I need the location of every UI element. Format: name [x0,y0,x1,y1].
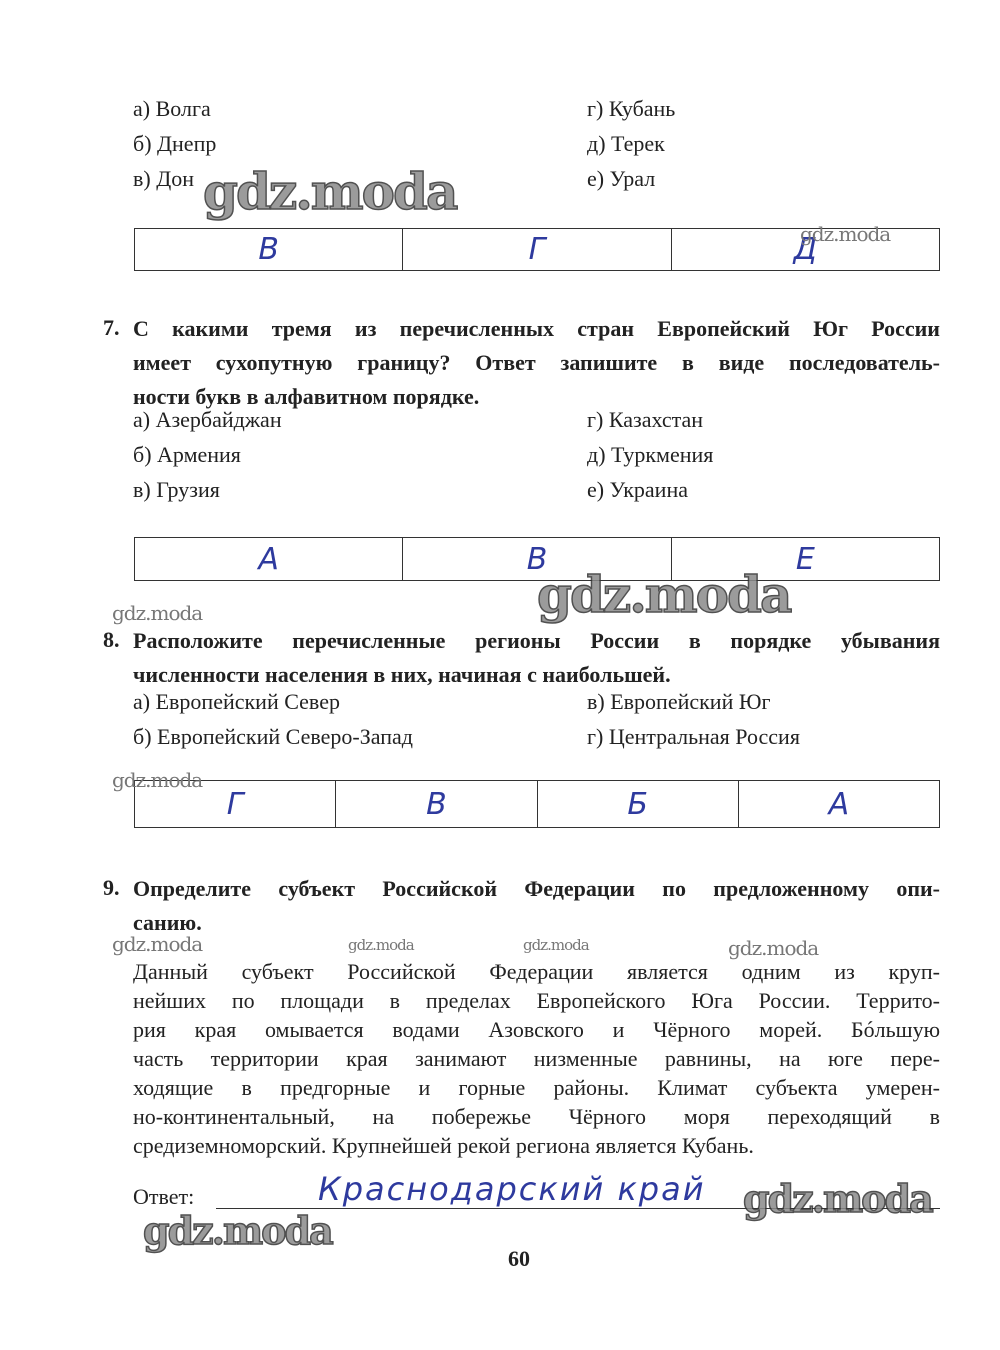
handwritten-answer: А [828,786,850,822]
q7-prompt-line: С какими тремя из перечисленных стран Европейский Юг России [133,316,940,341]
description-line: но-континентальный, на побережье Чёрного моря переходящий в [133,1104,940,1129]
watermark: gdz.moda [143,1208,332,1253]
q8-number: 8. [103,627,120,652]
watermark: gdz.moda [537,565,791,624]
q7-prompt-line: имеет сухопутную границу? Ответ запишите в виде последователь- [133,350,940,375]
q9-prompt [133,872,940,940]
watermark: gdz.moda [112,932,203,956]
q8-prompt-line: численности населения в них, начиная с наибольшей. [133,662,671,687]
description-line: средиземноморский. Крупнейшей рекой региона является Кубань. [133,1133,754,1158]
handwritten-answer: А [258,541,279,577]
watermark: gdz.moda [112,601,203,625]
answer-label: Ответ: [133,1184,195,1209]
q8-prompt-line: Расположите перечисленные регионы России в порядке убывания [133,628,940,653]
q9-number: 9. [103,875,120,900]
description-line: ходящие в предгорные и горные районы. Климат субъекта умерен- [133,1075,940,1100]
q8-answer-cell[interactable] [739,781,939,827]
description-line: рия края омывается водами Азовского и Чёрного морей. Бóльшую [133,1017,940,1042]
q8-answer-grid [134,780,940,828]
watermark: gdz.moda [203,162,457,221]
handwritten-answer: Д [793,232,818,267]
q8-option-a: а) Европейский Север [133,689,340,714]
q7-option-e: е) Украина [587,477,688,502]
watermark: gdz.moda [523,936,589,954]
q8-answer-cell[interactable] [336,781,537,827]
q7-option-d: д) Туркмения [587,442,714,467]
description-line: часть территории края занимают низменные равнины, на юге пере- [133,1046,940,1071]
watermark: gdz.moda [800,222,891,246]
handwritten-answer: Е [795,541,815,577]
q8-option-b: б) Европейский Северо-Запад [133,724,413,749]
q6-answer-cell[interactable] [403,229,671,270]
handwritten-answer: Г [528,232,546,267]
handwritten-answer: В [426,786,447,822]
q8-option-g: г) Центральная Россия [587,724,800,749]
q6-option-g: г) Кубань [587,96,676,121]
q6-option-b: б) Днепр [133,131,217,156]
description-line: нейших по площади в пределах Европейского Юга России. Террито- [133,988,940,1013]
q9-prompt-line: санию. [133,910,202,935]
q7-answer-cell[interactable] [135,538,403,580]
q7-option-b: б) Армения [133,442,241,467]
q9-prompt-line: Определите субъект Российской Федерации по предложенному опи- [133,876,940,901]
q7-number: 7. [103,315,120,340]
q7-prompt [133,312,940,414]
description-line: Данный субъект Российской Федерации является одним из круп- [133,959,940,984]
handwritten-answer: Г [226,786,244,822]
q9-description [133,957,940,1160]
watermark: gdz.moda [743,1176,932,1221]
q8-option-v: в) Европейский Юг [587,689,771,714]
q8-answer-cell[interactable] [538,781,739,827]
q6-option-v: в) Дон [133,166,194,191]
q7-option-v: в) Грузия [133,477,220,502]
q7-prompt-line: ности букв в алфавитном порядке. [133,384,480,409]
q6-option-e: е) Урал [587,166,656,191]
q6-answer-cell[interactable] [135,229,403,270]
q6-option-d: д) Терек [587,131,665,156]
watermark: gdz.moda [348,936,414,954]
watermark: gdz.moda [112,768,203,792]
q7-option-a: а) Азербайджан [133,407,282,432]
handwritten-answer: В [258,232,279,267]
handwritten-answer: В [526,541,548,577]
page-number: 60 [508,1246,530,1271]
q8-prompt [133,624,940,692]
handwritten-answer: Б [627,786,648,822]
q6-option-a: а) Волга [133,96,211,121]
handwritten-answer-q9: Краснодарский край [318,1170,706,1208]
watermark: gdz.moda [728,936,819,960]
q7-option-g: г) Казахстан [587,407,704,432]
